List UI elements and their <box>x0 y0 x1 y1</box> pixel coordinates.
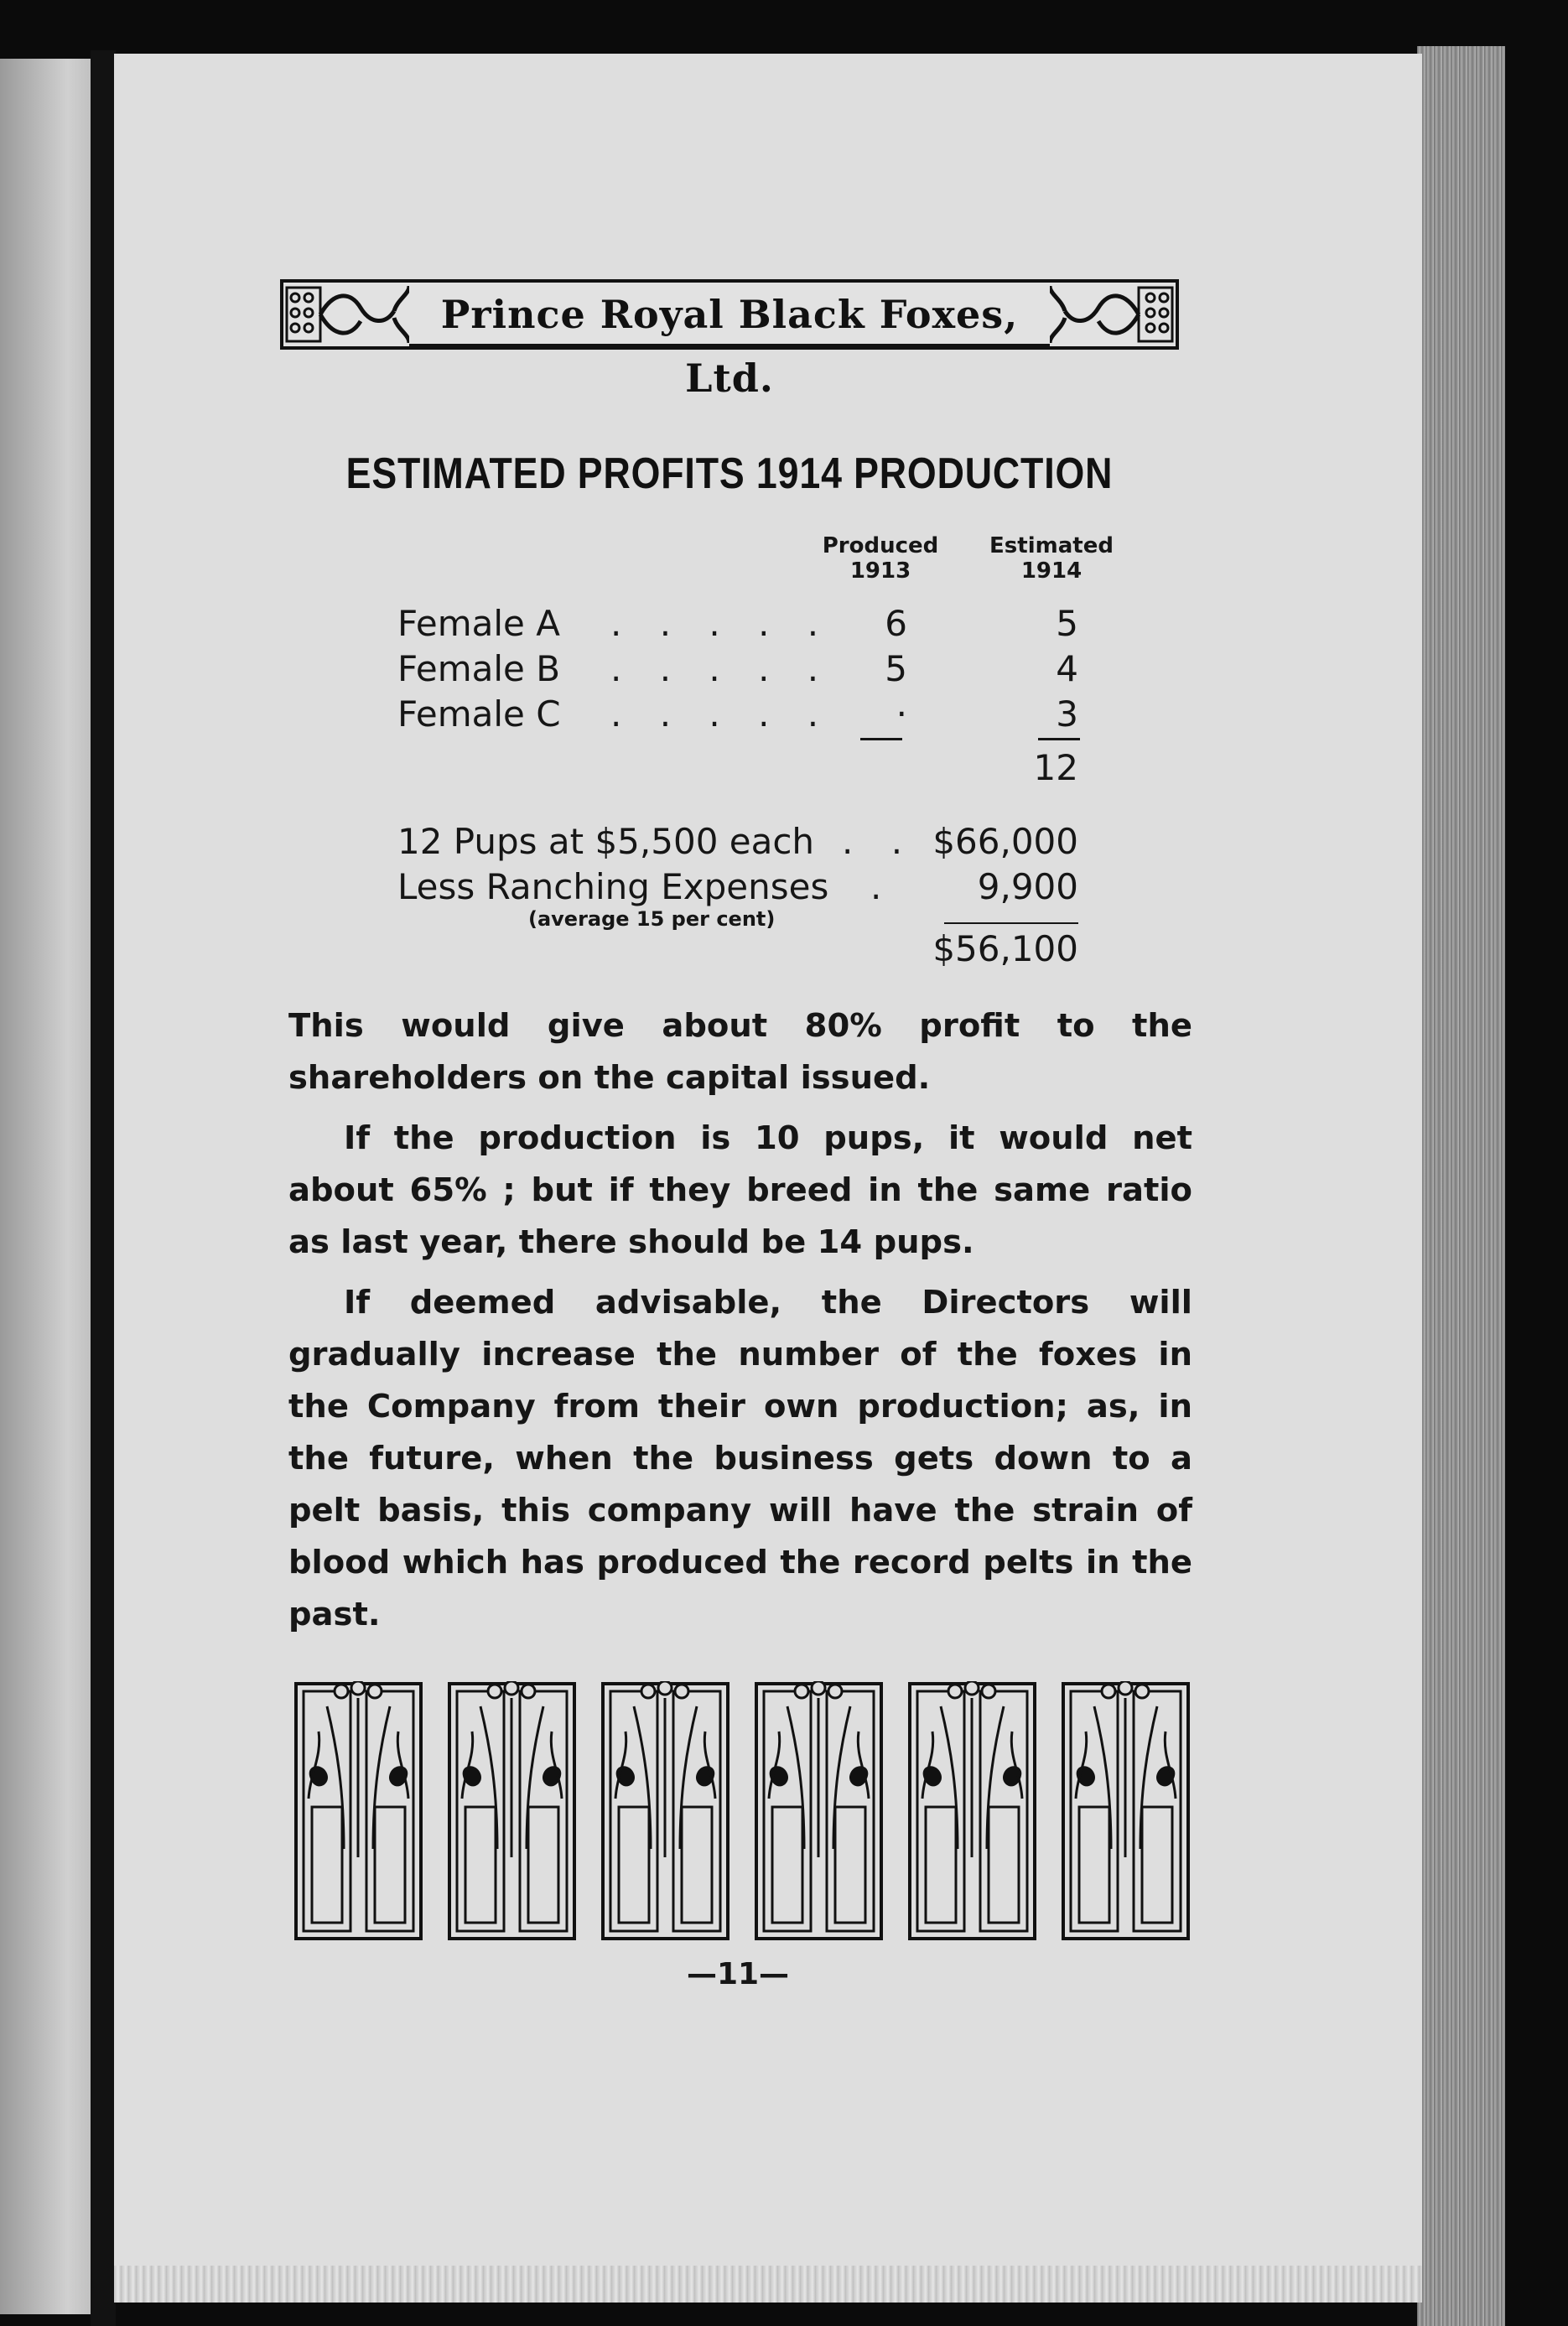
header-title: Prince Royal Black Foxes, Ltd. <box>409 283 1050 346</box>
produced-sum-rule <box>860 738 902 740</box>
pups-value-label: 12 Pups at $5,500 each <box>397 821 815 862</box>
expenses-amount: 9,900 <box>977 866 1078 907</box>
expenses-leader: . <box>870 866 896 907</box>
estimated-sum-rule <box>1038 738 1080 740</box>
column-header-produced-year: 1913 <box>849 558 911 584</box>
decorative-panel-6 <box>1061 1681 1191 1941</box>
expenses-note: (average 15 per cent) <box>528 907 776 931</box>
page-number: —11— <box>686 1957 790 1991</box>
right-page-edge <box>1417 46 1505 2326</box>
scroll-ornament-left <box>283 283 409 346</box>
pups-value-leader: . . <box>842 821 916 862</box>
decorative-panel-1 <box>293 1681 423 1941</box>
decorative-panel-5 <box>907 1681 1037 1941</box>
page-title: ESTIMATED PROFITS 1914 PRODUCTION <box>345 449 1114 498</box>
page-bottom-edge <box>114 2266 1422 2303</box>
row-leader-female-a: . . . . . <box>610 603 833 644</box>
row-produced-female-b: 5 <box>885 648 907 689</box>
row-estimated-female-a: 5 <box>1056 603 1078 644</box>
row-label-female-c: Female C <box>397 693 561 735</box>
pups-value-amount: $66,000 <box>932 821 1078 862</box>
row-produced-female-c: · <box>896 693 907 735</box>
paragraph-profit-summary: This would give about 80% profit to the shareholders on the capital issued. <box>288 1007 1192 1097</box>
net-rule <box>944 922 1078 924</box>
book-gutter <box>91 50 116 2326</box>
row-estimated-female-c: 3 <box>1056 693 1078 735</box>
left-page-edge <box>0 59 96 2314</box>
estimated-total: 12 <box>1033 747 1078 788</box>
column-header-estimated-year: 1914 <box>1020 558 1083 584</box>
expenses-label: Less Ranching Expenses <box>397 866 829 907</box>
header-banner <box>280 279 1179 401</box>
row-estimated-female-b: 4 <box>1056 648 1078 689</box>
column-header-produced: Produced <box>822 533 939 558</box>
paragraph-directors-plan: If deemed advisable, the Directors will gradually increase the number of the foxes in the Company from their own production; as, in the future, when the business gets down to a pelt basis, this company will have the strain of blood which has produced the record pelts in the past. <box>288 1284 1192 1633</box>
row-leader-female-b: . . . . . <box>610 648 833 689</box>
row-leader-female-c: . . . . . <box>610 693 833 735</box>
decorative-panel-3 <box>600 1681 730 1941</box>
column-header-estimated: Estimated <box>989 533 1114 558</box>
decorative-panel-4 <box>754 1681 884 1941</box>
decorative-panel-2 <box>447 1681 577 1941</box>
net-profit-amount: $56,100 <box>932 928 1078 969</box>
paragraph-production-estimate: If the production is 10 pups, it would net about 65% ; but if they breed in the same ratio as last year, there should be 14 pups. <box>288 1119 1192 1261</box>
decorative-border-panels <box>293 1681 1192 1941</box>
row-label-female-b: Female B <box>397 648 561 689</box>
row-label-female-a: Female A <box>397 603 560 644</box>
row-produced-female-a: 6 <box>885 603 907 644</box>
scroll-ornament-right <box>1050 283 1176 346</box>
